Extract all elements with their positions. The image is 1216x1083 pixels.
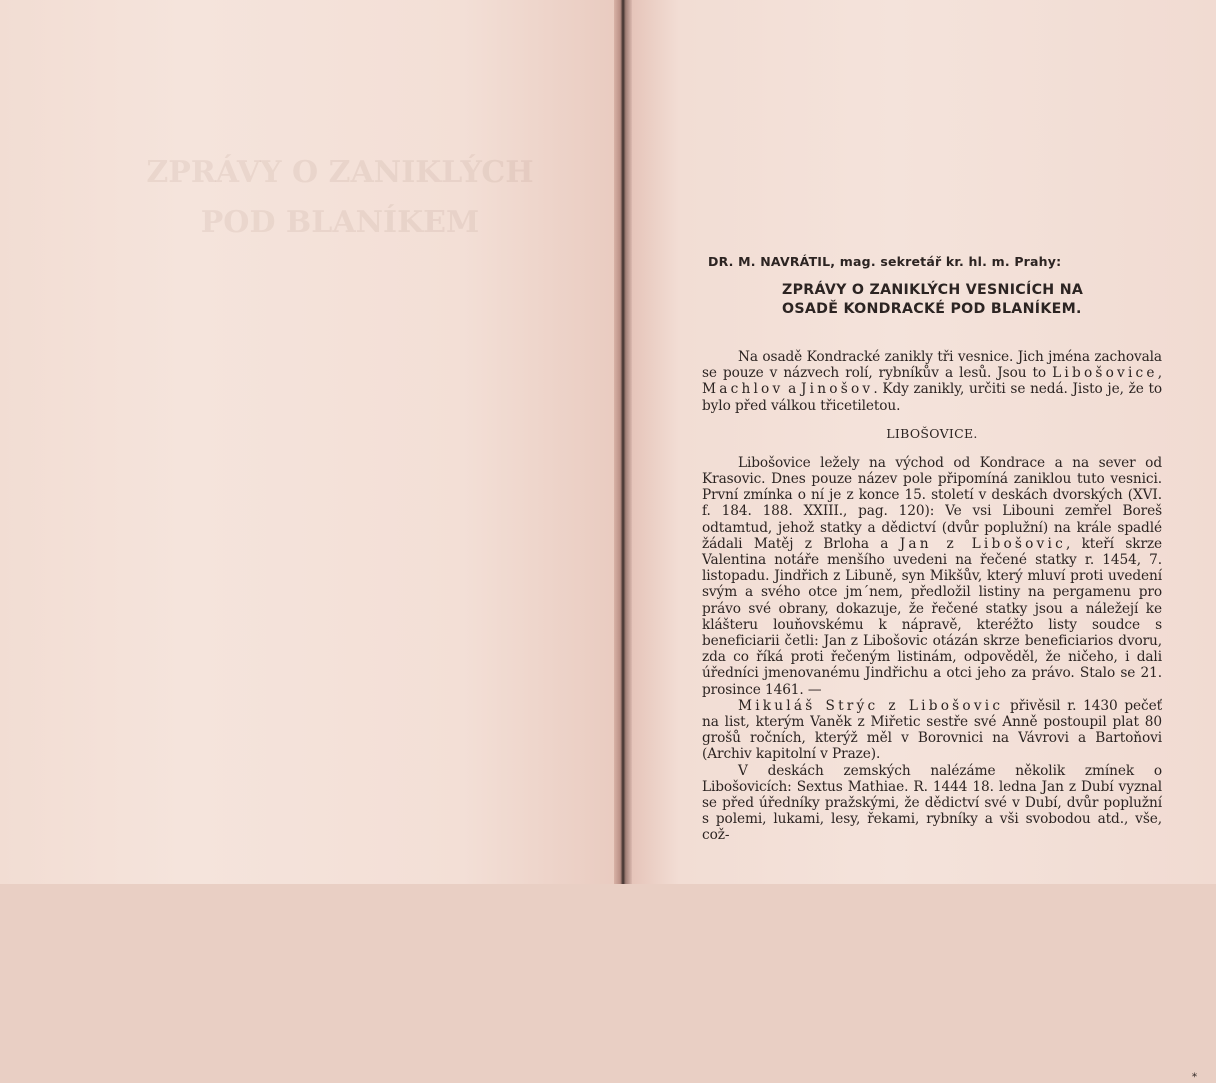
person-name: Jan z Libošovic [899,535,1066,552]
paragraph-1: Libošovice ležely na východ od Kondrace a na sever od Krasovic. Dnes pouze název pole připomíná zaniklou tuto vesnici. První zmínka o ní je z konce 15. století v deskách dvorských (XVI. f. 184. 188. XXIII., pag. 120): Ve vsi Libouni zemřel Boreš odtamtud, jehož statky a dědictví (dvůr poplužní) na krále spadlé žádali Matěj z Brloha a Jan z Libošovic, kteří skrze Valentina notáře menšího uvedeni na řečené statky r. 1454, 7. listopadu. Jindřich z Libuně, syn Mikšův, který mluví proti uvedení svým a svého otce jm´nem, předložil listiny na pergamenu pro právo své obrany, dokazuje, že řečené statky jsou a náležejí ke klášteru louňovskému k nápravě, kteréžto listy soudce s beneficiarii četli: Jan z Libošovic otázán skrze beneficiarios dvoru, zda co říká proti řečeným listinám, odpověděl, že ničeho, i dali úředníci jmenovanému Jindřichu a otci jeho za právo. Stalo se 21. prosince 1461. — [702,454,1162,698]
village-name: Libošovice [1052,365,1158,382]
title-line-1: ZPRÁVY O ZANIKLÝCH VESNICÍCH NA [782,282,1084,298]
person-name: Mikuláš Strýc z Libošovic [738,697,1004,714]
signature-mark: * [1192,1072,1197,1083]
intro-paragraph: Na osadě Kondracké zanikly tři vesnice. Jich jména zachovala se pouze v názvech rolí, rybníkův a lesů. Jsou to Libošovice, Machlov a Jinošov. Kdy zanikly, určiti se nedá. Jisto je, že to bylo před válkou třicetiletou. [702,349,1162,414]
right-page [632,0,1216,1083]
show-through-text [120,148,560,248]
paragraph-3: V deskách zemských nalézáme několik zmínek o Libošovicích: Sextus Mathiae. R. 1444 18. ledna Jan z Dubí vyznal se před úředníky pražskými, že dědictví své v Dubí, dvůr poplužní s polemi, lukami, lesy, řekami, rybníky a vši svobodou atd., vše, což- [702,762,1162,844]
author-line: DR. M. NAVRÁTIL, mag. sekretář kr. hl. m. Prahy: [708,254,1062,269]
section-heading: LIBOŠOVICE. [886,425,978,441]
article [702,254,1197,1083]
ghost-line-2: POD BLANÍKEM [200,205,480,240]
paragraph-2: Mikuláš Strýc z Libošovic přivěsil r. 1430 pečeť na list, kterým Vaněk z Miřetic sestře své Anně postoupil plat 80 grošů ročních, kterýž měl v Borovnici na Vávrovi a Bartoňovi (Archiv kapitolní v Praze). [702,697,1162,763]
title-line-2: OSADĚ KONDRACKÉ POD BLANÍKEM. [782,301,1082,317]
ghost-line-1: ZPRÁVY O ZANIKLÝCH [146,155,534,190]
left-page [0,0,618,884]
book-gutter [614,0,632,884]
article-title [782,281,1162,319]
village-name: Jinošov [801,381,874,398]
village-name: Machlov [702,381,784,398]
